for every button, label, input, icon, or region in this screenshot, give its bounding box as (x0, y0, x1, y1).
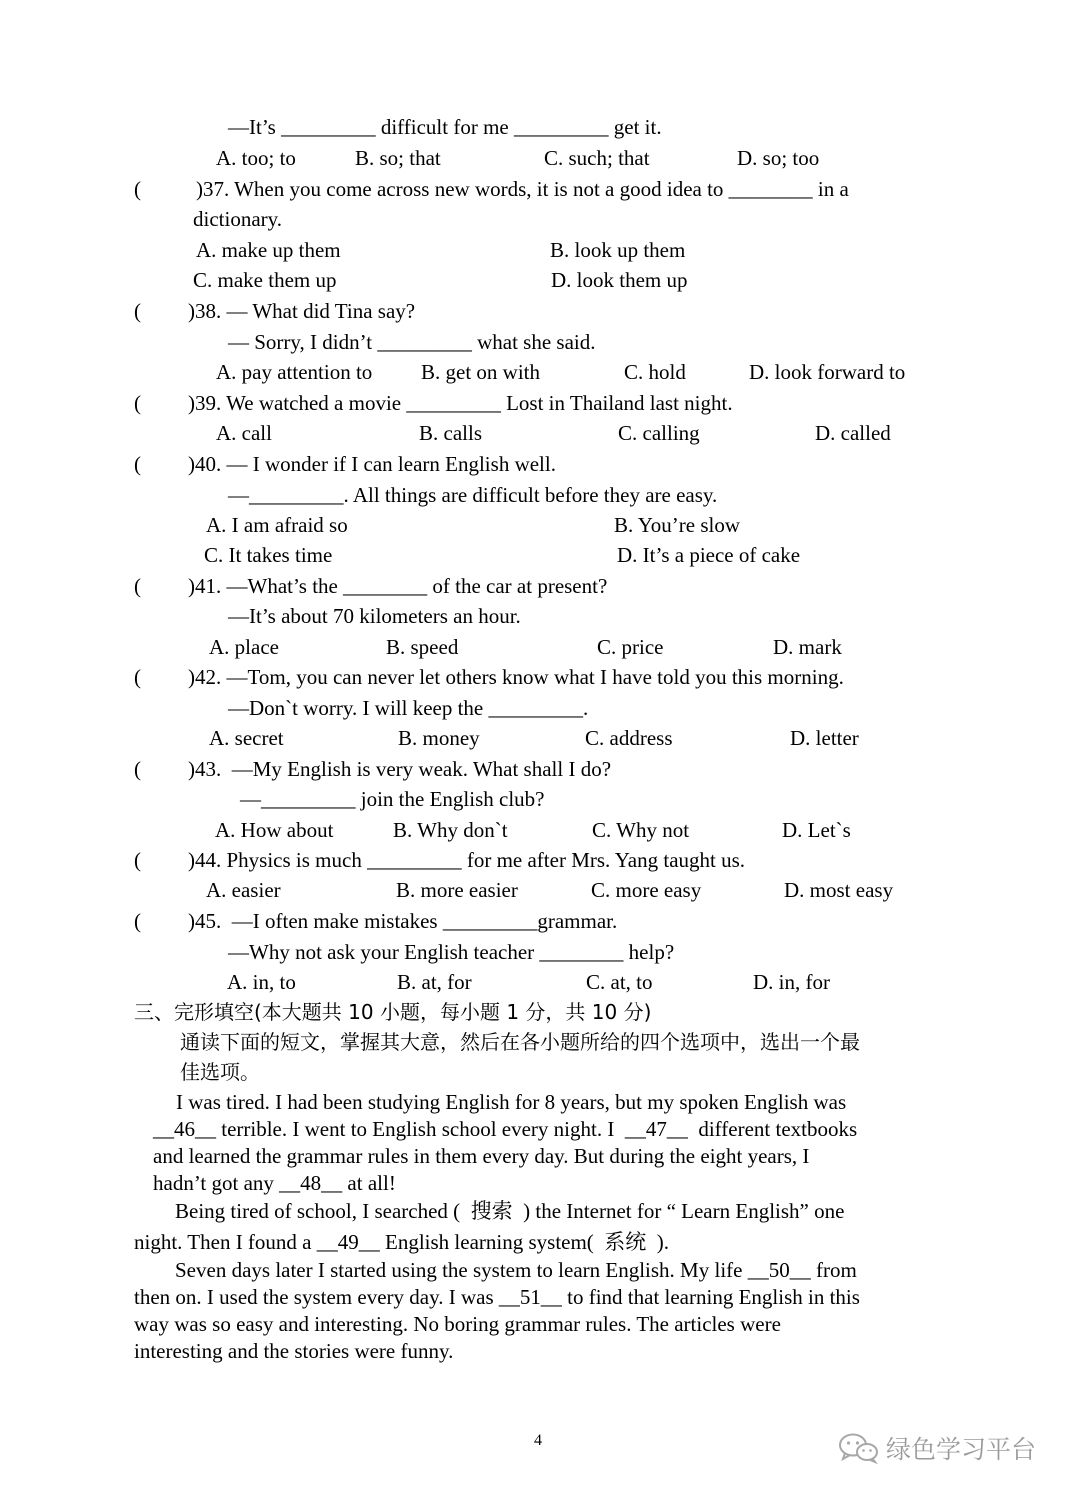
text-line: night. Then I found a __49__ English learning system( 系统 ). (134, 1230, 670, 1254)
line-segment: C. It takes time (204, 543, 333, 567)
text-line: 三、完形填空(本大题共 10 小题，每小题 1 分，共 10 分) (134, 1000, 652, 1024)
line-segment: )37. When you come across new words, it is not a good idea to ________ in a (196, 177, 849, 201)
text-line: Seven days later I started using the system to learn English. My life __50__ from (175, 1258, 857, 1282)
text-line: Being tired of school, I searched ( 搜索 ) the Internet for “ Learn English” one (175, 1199, 845, 1223)
line-segment: D. called (815, 421, 891, 445)
line-segment: B. calls (419, 421, 482, 445)
line-segment: )40. — I wonder if I can learn English well. (188, 452, 556, 476)
line-segment: )44. Physics is much _________ for me after Mrs. Yang taught us. (188, 848, 746, 872)
line-segment: A. I am afraid so (206, 513, 348, 537)
line-segment: A. make up them (196, 238, 341, 262)
answer-bracket: ( (134, 848, 141, 872)
line-segment: )45. —I often make mistakes _________grammar. (188, 909, 618, 933)
line-segment: C. hold (624, 360, 686, 384)
watermark-text: 绿色学习平台 (886, 1435, 1037, 1464)
text-line: I was tired. I had been studying English for 8 years, but my spoken English was (176, 1090, 847, 1114)
line-segment: C. such; that (544, 146, 650, 170)
text-line: then on. I used the system every day. I was __51__ to find that learning English in this (134, 1285, 860, 1309)
line-segment: C. address (585, 726, 673, 750)
line-segment: B. money (398, 726, 480, 750)
text-line: __46__ terrible. I went to English school every night. I __47__ different textbooks (153, 1117, 858, 1141)
text-line: and learned the grammar rules in them every day. But during the eight years, I (153, 1144, 810, 1168)
line-segment: A. secret (209, 726, 284, 750)
line-segment: B. so; that (355, 146, 441, 170)
line-segment: )43. —My English is very weak. What shall I do? (188, 757, 612, 781)
line-segment: A. easier (206, 878, 281, 902)
line-segment: B. more easier (396, 878, 518, 902)
line-segment: C. Why not (592, 818, 690, 842)
answer-bracket: ( (134, 452, 141, 476)
text-line: —It’s _________ difficult for me _________ get it. (228, 115, 662, 139)
line-segment: B. at, for (397, 970, 472, 994)
line-segment: B. speed (386, 635, 459, 659)
text-line: —Why not ask your English teacher ________ help? (228, 940, 675, 964)
text-line: dictionary. (193, 207, 283, 231)
text-line: way was so easy and interesting. No boring grammar rules. The articles were (134, 1312, 781, 1336)
text-line: interesting and the stories were funny. (134, 1339, 454, 1363)
line-segment: C. price (597, 635, 664, 659)
answer-bracket: ( (134, 574, 141, 598)
line-segment: A. place (209, 635, 279, 659)
line-segment: B. get on with (421, 360, 540, 384)
line-segment: D. in, for (753, 970, 830, 994)
line-segment: B. Why don`t (393, 818, 508, 842)
line-segment: D. letter (790, 726, 859, 750)
line-segment: )39. We watched a movie _________ Lost in Thailand last night. (188, 391, 733, 415)
line-segment: D. most easy (784, 878, 894, 902)
line-segment: B. You’re slow (614, 513, 741, 537)
answer-bracket: ( (134, 391, 141, 415)
text-line: hadn’t got any __48__ at all! (153, 1171, 396, 1195)
line-segment: D. look forward to (749, 360, 906, 384)
line-segment: D. look them up (551, 268, 688, 292)
line-segment: A. too; to (216, 146, 296, 170)
text-line: —_________ join the English club? (240, 787, 545, 811)
text-line: —Don`t worry. I will keep the _________. (228, 696, 589, 720)
line-segment: )38. — What did Tina say? (188, 299, 416, 323)
text-line: 通读下面的短文，掌握其大意，然后在各小题所给的四个选项中，选出一个最 (180, 1030, 860, 1054)
watermark (838, 1430, 1036, 1466)
line-segment: )42. —Tom, you can never let others know what I have told you this morning. (188, 665, 844, 689)
page-number: 4 (534, 1432, 542, 1449)
answer-bracket: ( (134, 909, 141, 933)
text-line: 佳选项。 (180, 1060, 260, 1084)
line-segment: C. more easy (591, 878, 702, 902)
answer-bracket: ( (134, 665, 141, 689)
line-segment: C. calling (618, 421, 700, 445)
line-segment: C. at, to (586, 970, 653, 994)
line-segment: A. pay attention to (216, 360, 373, 384)
line-segment: D. It’s a piece of cake (617, 543, 801, 567)
text-line: — Sorry, I didn’t _________ what she said. (228, 330, 596, 354)
line-segment: )41. —What’s the ________ of the car at present? (188, 574, 608, 598)
wechat-icon (838, 1432, 880, 1464)
answer-bracket: ( (134, 177, 141, 201)
line-segment: B. look up them (550, 238, 686, 262)
line-segment: D. mark (773, 635, 842, 659)
line-segment: D. Let`s (782, 818, 851, 842)
text-line: —_________. All things are difficult before they are easy. (228, 483, 718, 507)
line-segment: D. so; too (737, 146, 820, 170)
text-line: —It’s about 70 kilometers an hour. (228, 604, 521, 628)
answer-bracket: ( (134, 299, 141, 323)
line-segment: C. make them up (193, 268, 337, 292)
line-segment: A. call (216, 421, 272, 445)
answer-bracket: ( (134, 757, 141, 781)
line-segment: A. in, to (227, 970, 296, 994)
line-segment: A. How about (215, 818, 334, 842)
